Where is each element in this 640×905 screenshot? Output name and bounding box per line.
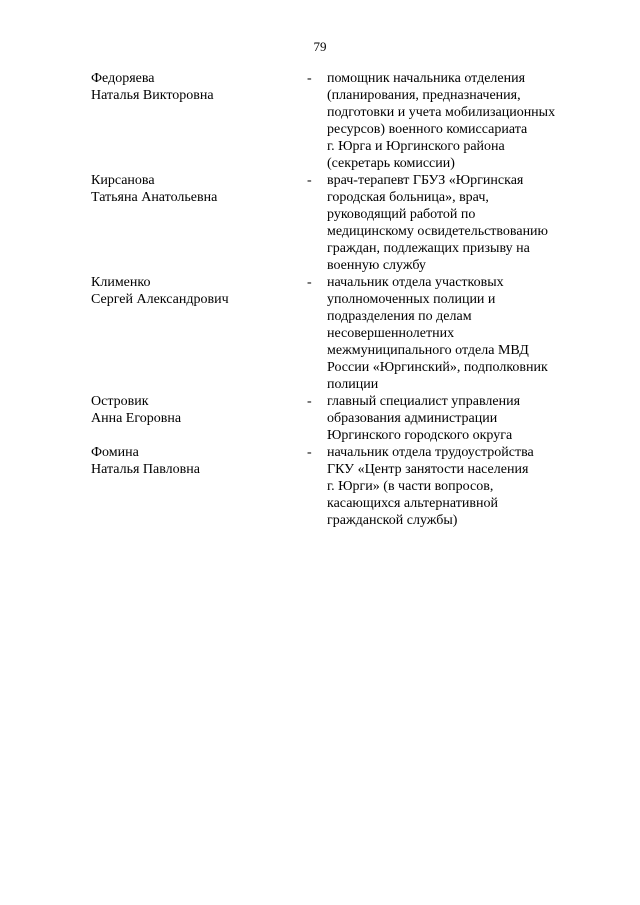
separator-dash: - [307,275,312,290]
member-entry [91,393,591,444]
member-role: врач-терапевт ГБУЗ «Юргинская городская больница», врач, руководящий работой по медицинскому освидетельствованию граждан, подлежащих призыву на военную службу [327,173,549,273]
member-name [91,444,307,529]
member-entry [91,172,591,274]
member-role: начальник отдела участковых уполномоченных полиции и подразделения по делам несовершеннолетних межмуниципального отдела МВД России «Юргинский», подполковник полиции [327,275,548,392]
member-surname: Фомина [91,445,139,460]
separator-dash: - [307,71,312,86]
separator-dash: - [307,173,312,188]
member-name [91,70,307,172]
member-role: главный специалист управления образования администрации Юргинского городского округа [327,394,521,443]
member-given-names: Наталья Викторовна [91,88,214,103]
page-number: 79 [313,39,327,54]
member-given-names: Сергей Александрович [91,292,229,307]
member-entry [91,70,591,172]
member-role: помощник начальника отделения (планирования, предназначения, подготовки и учета мобилизационных ресурсов) военного комиссариата г. Юрга и Юргинского района (секретарь комиссии) [327,71,556,171]
member-surname: Кирсанова [91,173,155,188]
member-name [91,274,307,393]
member-name [91,393,307,444]
member-given-names: Анна Егоровна [91,411,182,426]
separator-dash: - [307,394,312,409]
member-given-names: Наталья Павловна [91,462,200,477]
member-role: начальник отдела трудоустройства ГКУ «Центр занятости населения г. Юрги» (в части вопросов, касающихся альтернативной гражданской службы) [327,445,534,528]
separator-dash: - [307,445,312,460]
member-entry [91,274,591,393]
member-name [91,172,307,274]
member-surname: Федоряева [91,71,155,86]
member-given-names: Татьяна Анатольевна [91,190,218,205]
member-surname: Островик [91,394,149,409]
member-entry [91,444,591,529]
member-surname: Клименко [91,275,151,290]
commission-members-list [91,70,591,529]
